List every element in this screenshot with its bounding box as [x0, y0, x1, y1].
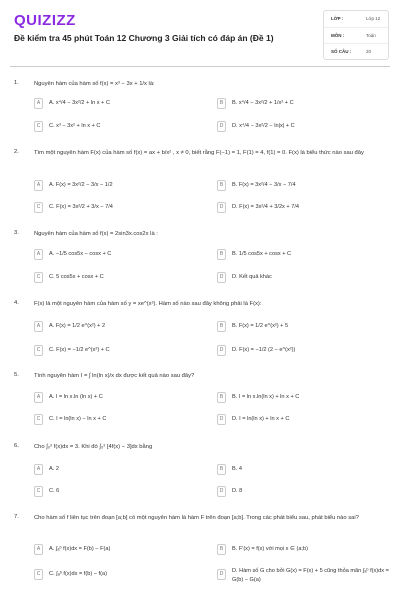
option-b[interactable] [217, 98, 382, 110]
info-row-subject [324, 27, 390, 43]
option-letter: A [34, 544, 43, 555]
option-d[interactable] [217, 202, 382, 214]
option-b[interactable] [217, 392, 382, 404]
option-letter: A [34, 98, 43, 109]
option-letter: A [34, 249, 43, 260]
option-text: B. 1/5 cos5x + cosx + C [232, 251, 292, 257]
option-c[interactable] [34, 202, 199, 214]
option-letter: A [34, 180, 43, 191]
option-a[interactable] [34, 249, 199, 261]
option-text: A. 2 [49, 466, 59, 472]
option-text: D. Kết quả khác [232, 274, 272, 280]
question-number: 4. [14, 300, 19, 306]
option-text: A. F(x) = 1/2 e^(x²) + 2 [49, 323, 106, 329]
quizizz-logo: QUIZIZZ [14, 12, 76, 29]
option-letter: C [34, 414, 43, 425]
worksheet-title: Đề kiểm tra 45 phút Toán 12 Chương 3 Giải tích có đáp án (Đề 1) [14, 33, 274, 43]
info-label: MÔN : [331, 33, 345, 38]
option-letter: B [217, 544, 226, 555]
option-letter: C [34, 486, 43, 497]
info-value: Toán [366, 33, 376, 38]
option-b[interactable] [217, 321, 382, 333]
option-c[interactable] [34, 121, 199, 133]
option-c[interactable] [34, 414, 199, 426]
option-letter: C [34, 272, 43, 283]
option-text: D. F(x) = −1/2 (2 − e^(x²)) [232, 347, 296, 353]
option-letter: D [217, 202, 226, 213]
option-text: C. ∫ₐᵇ f(x)dx = f(b) − f(a) [49, 571, 107, 577]
option-text: C. F(x) = −1/2 e^(x²) + C [49, 347, 110, 353]
option-text: A. ∫ₐᵇ f(x)dx = F(b) − F(a) [49, 546, 111, 552]
info-box [323, 10, 389, 60]
option-letter: C [34, 569, 43, 580]
option-letter: D [217, 486, 226, 497]
option-d[interactable] [217, 121, 382, 133]
question-number: 7. [14, 514, 19, 520]
option-text: A. −1/5 cos5x − cosx + C [49, 251, 112, 257]
option-text: D. x⁴/4 − 3x²/2 − ln|x| + C [232, 123, 295, 129]
option-letter: B [217, 392, 226, 403]
question-number: 2. [14, 149, 19, 155]
option-letter: B [217, 321, 226, 332]
option-b[interactable] [217, 464, 382, 476]
option-text: C. x³ − 3x² + ln x + C [49, 123, 101, 129]
option-a[interactable] [34, 464, 199, 476]
option-letter: C [34, 345, 43, 356]
info-row-class [324, 11, 390, 27]
option-letter: A [34, 464, 43, 475]
worksheet-header [0, 0, 400, 66]
option-text: C. F(x) = 3x²/2 + 3/x − 7/4 [49, 204, 113, 210]
option-text: B. x⁴/4 − 3x²/2 + 1/x² + C [232, 100, 294, 106]
option-text: D. F(x) = 3x²/4 + 3/2x + 7/4 [232, 204, 299, 210]
option-text: D. I = ln(ln x) + ln x + C [232, 416, 290, 422]
option-c[interactable] [34, 272, 199, 284]
option-letter: D [217, 345, 226, 356]
option-text: C. 5 cos5x + cosx + C [49, 274, 104, 280]
question-text: Nguyên hàm của hàm số f(x) = 2sin3x.cos2x là : [34, 231, 158, 237]
option-c[interactable] [34, 569, 199, 581]
option-text: D. Hàm số G cho bởi G(x) = F(x) + 5 cũng thỏa mãn ∫ₐᵇ f(x)dx = G(b) − G(a) [232, 568, 389, 583]
option-text: C. I = ln(ln x) − ln x + C [49, 416, 107, 422]
info-label: SỐ CÂU : [331, 49, 352, 54]
question-text: F(x) là một nguyên hàm của hàm số y = xe^(x²). Hàm số nào sau đây không phải là F(x): [34, 301, 262, 307]
option-b[interactable] [217, 180, 382, 192]
option-letter: D [217, 569, 226, 580]
option-text: C. 6 [49, 488, 60, 494]
option-text: B. I = ln x.ln(ln x) + ln x + C [232, 394, 300, 400]
info-value: Lớp 12 [366, 16, 381, 21]
option-a[interactable] [34, 180, 199, 192]
option-letter: C [34, 202, 43, 213]
option-a[interactable] [34, 392, 199, 404]
option-text: B. F(x) = 1/2 e^(x²) + 5 [232, 323, 289, 329]
option-letter: C [34, 121, 43, 132]
info-value: 20 [366, 49, 372, 54]
option-c[interactable] [34, 345, 199, 357]
option-text: A. I = ln x.ln (ln x) + C [49, 394, 103, 400]
option-c[interactable] [34, 486, 199, 498]
question-text: Cho ∫₀² f(x)dx = 3. Khi đó ∫₀² [4f(x) − 3]dx bằng [34, 444, 153, 450]
option-d[interactable] [217, 345, 382, 357]
question-number: 5. [14, 372, 19, 378]
option-letter: B [217, 249, 226, 260]
option-letter: D [217, 121, 226, 132]
header-divider [10, 66, 390, 67]
question-text: Cho hàm số f liên tục trên đoạn [a;b] có một nguyên hàm là hàm F trên đoạn [a;b]. Trong các phát biểu sau, phát biểu nào sai? [34, 515, 359, 521]
option-b[interactable] [217, 249, 382, 261]
option-text: D. 8 [232, 488, 243, 494]
option-text: A. F(x) = 3x²/2 − 3/x − 1/2 [49, 182, 113, 188]
question-number: 6. [14, 443, 19, 449]
info-label: LỚP : [331, 16, 344, 21]
option-b[interactable] [217, 544, 382, 556]
option-letter: B [217, 180, 226, 191]
option-text: A. x⁴/4 − 3x²/2 + ln x + C [49, 100, 111, 106]
option-letter: B [217, 464, 226, 475]
option-a[interactable] [34, 544, 199, 556]
option-d[interactable] [217, 566, 389, 583]
option-a[interactable] [34, 98, 199, 110]
question-number: 3. [14, 230, 19, 236]
question-text: Tìm một nguyên hàm F(x) của hàm số f(x) = ax + b/x² , x ≠ 0, biết rằng F(−1) = 1, F(1) = 4, f(1) = 0. F(x) là biểu thức nào sau đây [34, 150, 364, 156]
question-text: Nguyên hàm của hàm số f(x) = x³ − 3x + 1/x là: [34, 81, 155, 87]
option-d[interactable] [217, 486, 382, 498]
question-text: Tính nguyên hàm I = ∫ ln(ln x)/x dx được kết quả nào sau đây? [34, 373, 195, 379]
option-d[interactable] [217, 272, 382, 284]
option-letter: B [217, 98, 226, 109]
option-text: B. F'(x) = f(x) với mọi x ∈ (a;b) [232, 546, 308, 552]
option-letter: D [217, 272, 226, 283]
option-d[interactable] [217, 414, 382, 426]
info-row-count [324, 43, 390, 59]
option-text: B. 4 [232, 466, 242, 472]
question-number: 1. [14, 80, 19, 86]
option-a[interactable] [34, 321, 199, 333]
option-letter: A [34, 321, 43, 332]
option-letter: D [217, 414, 226, 425]
option-text: B. F(x) = 3x²/4 − 3/x − 7/4 [232, 182, 296, 188]
option-letter: A [34, 392, 43, 403]
